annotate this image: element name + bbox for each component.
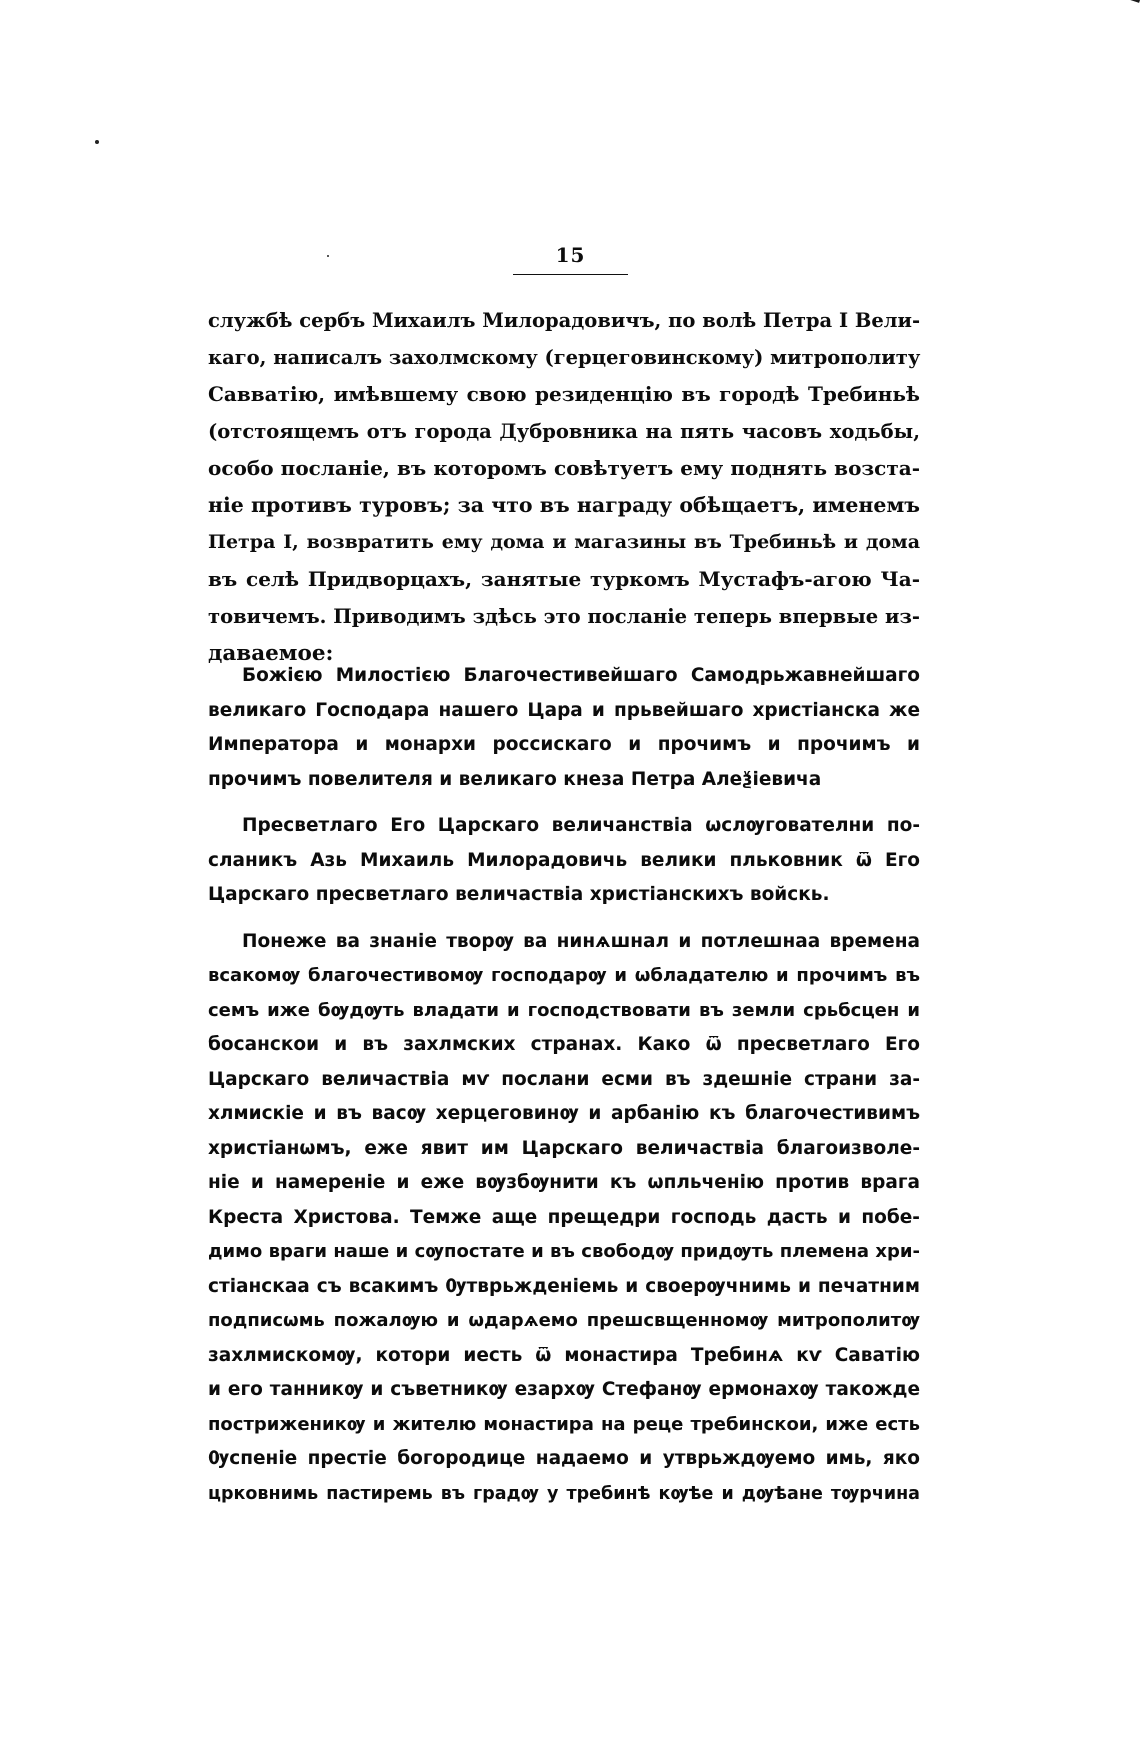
letter-line: прочимъ повелителя и великаго кнеза Петра Алеѯіевича <box>208 768 822 790</box>
letter-line: подписѡмь пожалѹю и ѡдарѧемо прешсвщенномѹ митрополитѹ <box>208 1310 920 1331</box>
letter-line: сланикъ Азь Михаиль Милорадовичь велики пльковник ѿ Его <box>208 849 920 871</box>
letter-line: и его танникѹ и съветникѹ езархѹ Стефанѹ ермонахѹ такожде <box>208 1379 920 1400</box>
letter-line: постриженикѹ и жителю монастира на реце требинскои, иже есть <box>208 1413 920 1435</box>
scan-speck <box>327 255 329 257</box>
text-line: Савватію, имѣвшему свою резиденцію въ городѣ Требиньѣ <box>208 382 920 406</box>
paragraph-gap <box>208 797 920 809</box>
text-line: ніе противъ туровъ; за что въ награду обѣщаетъ, именемъ <box>208 493 920 517</box>
letter-line: всакомѹ благочестивомѹ господарѹ и ѡбладателю и прочимъ въ <box>208 965 920 986</box>
letter-paragraph <box>208 659 920 797</box>
letter-line: великаго Господара нашего Цара и прьвейшаго христіанска же <box>208 699 920 721</box>
text-line: товичемъ. Приводимъ здѣсь это посланіе теперь впервые из- <box>208 605 920 628</box>
letter-line: Императора и монархи россискаго и прочимъ и прочимъ и <box>208 734 920 755</box>
intro-text <box>208 302 920 672</box>
letter-line: христіанѡмъ, еже явит им Царскаго величаствіа благоизволе- <box>208 1137 920 1159</box>
text-line: даваемое: <box>208 641 334 666</box>
letter-line: Божією Милостією Благочестивейшаго Самодрьжавнейшаго <box>242 665 920 686</box>
text-line: каго, написалъ захолмскому (герцеговинскому) митрополиту <box>208 346 921 369</box>
text-line: въ селѣ Придворцахъ, занятые туркомъ Мустафъ-агою Ча- <box>208 567 920 591</box>
letter-line: захлмискомѹ, котори иесть ѿ монастира Требинѧ кѵ Саватію <box>208 1344 920 1366</box>
text-line: особо посланіе, въ которомъ совѣтуетъ ему поднять возста- <box>208 456 920 480</box>
page-number-rule <box>513 274 628 275</box>
old-slavonic-letter <box>208 659 920 1511</box>
paragraph-gap <box>208 913 920 925</box>
letter-line: Царскаго пресветлаго величаствіа христіанскихъ войскь. <box>208 884 830 905</box>
letter-line: ніе и намереніе и еже вѹзбѹнити къ ѡпльченію против врага <box>208 1172 920 1193</box>
letter-line: димо враги наше и сѹпостате и въ свободѹ придѹть племена хри- <box>208 1241 920 1262</box>
scan-edge-mark <box>1101 0 1140 22</box>
letter-line: Креста Христова. Темже аще прещедри господь дасть и побе- <box>208 1206 920 1228</box>
letter-line: стіанскаа съ всакимъ Ѹтврьжденіемь и своерѹчнимь и печатним <box>208 1275 920 1297</box>
letter-line: хлмискіе и въ васѹ херцеговинѹ и арбанію къ благочестивимъ <box>208 1103 920 1124</box>
letter-paragraph <box>208 809 920 913</box>
letter-line: босанскои и въ захлмских странах. Како ѿ пресветлаго Его <box>208 1034 920 1055</box>
letter-line: Понеже ва знаніе творѹ ва нинѧшнал и потлешнаа времена <box>242 930 920 952</box>
text-line: службѣ сербъ Михаилъ Милорадовичъ, по волѣ Петра I Вели- <box>208 309 921 332</box>
text-line: Петра I, возвратить ему дома и магазины въ Требиньѣ и дома <box>208 531 920 553</box>
letter-line: Пресветлаго Его Царскаго величанствіа ѡслѹгователни по- <box>242 815 920 836</box>
letter-line: црковнимь пастиремь въ градѹ у требинѣ кѹѣе и дѹѣане тѹрчина <box>208 1483 920 1504</box>
letter-line: семъ иже бѹдѹть владати и господствовати въ земли срьбсцен и <box>208 999 920 1021</box>
text-line: (отстоящемъ отъ города Дубровника на пять часовъ ходьбы, <box>208 420 920 443</box>
letter-paragraph <box>208 925 920 1512</box>
scan-speck <box>95 140 99 144</box>
letter-line: Ѹспеніе престіе богородице надаемо и утврьждѹемо имь, яко <box>208 1448 920 1469</box>
letter-line: Царскаго величаствіа мѵ послани есми въ здешніе страни за- <box>208 1068 920 1090</box>
page-number: 15 <box>555 243 586 267</box>
